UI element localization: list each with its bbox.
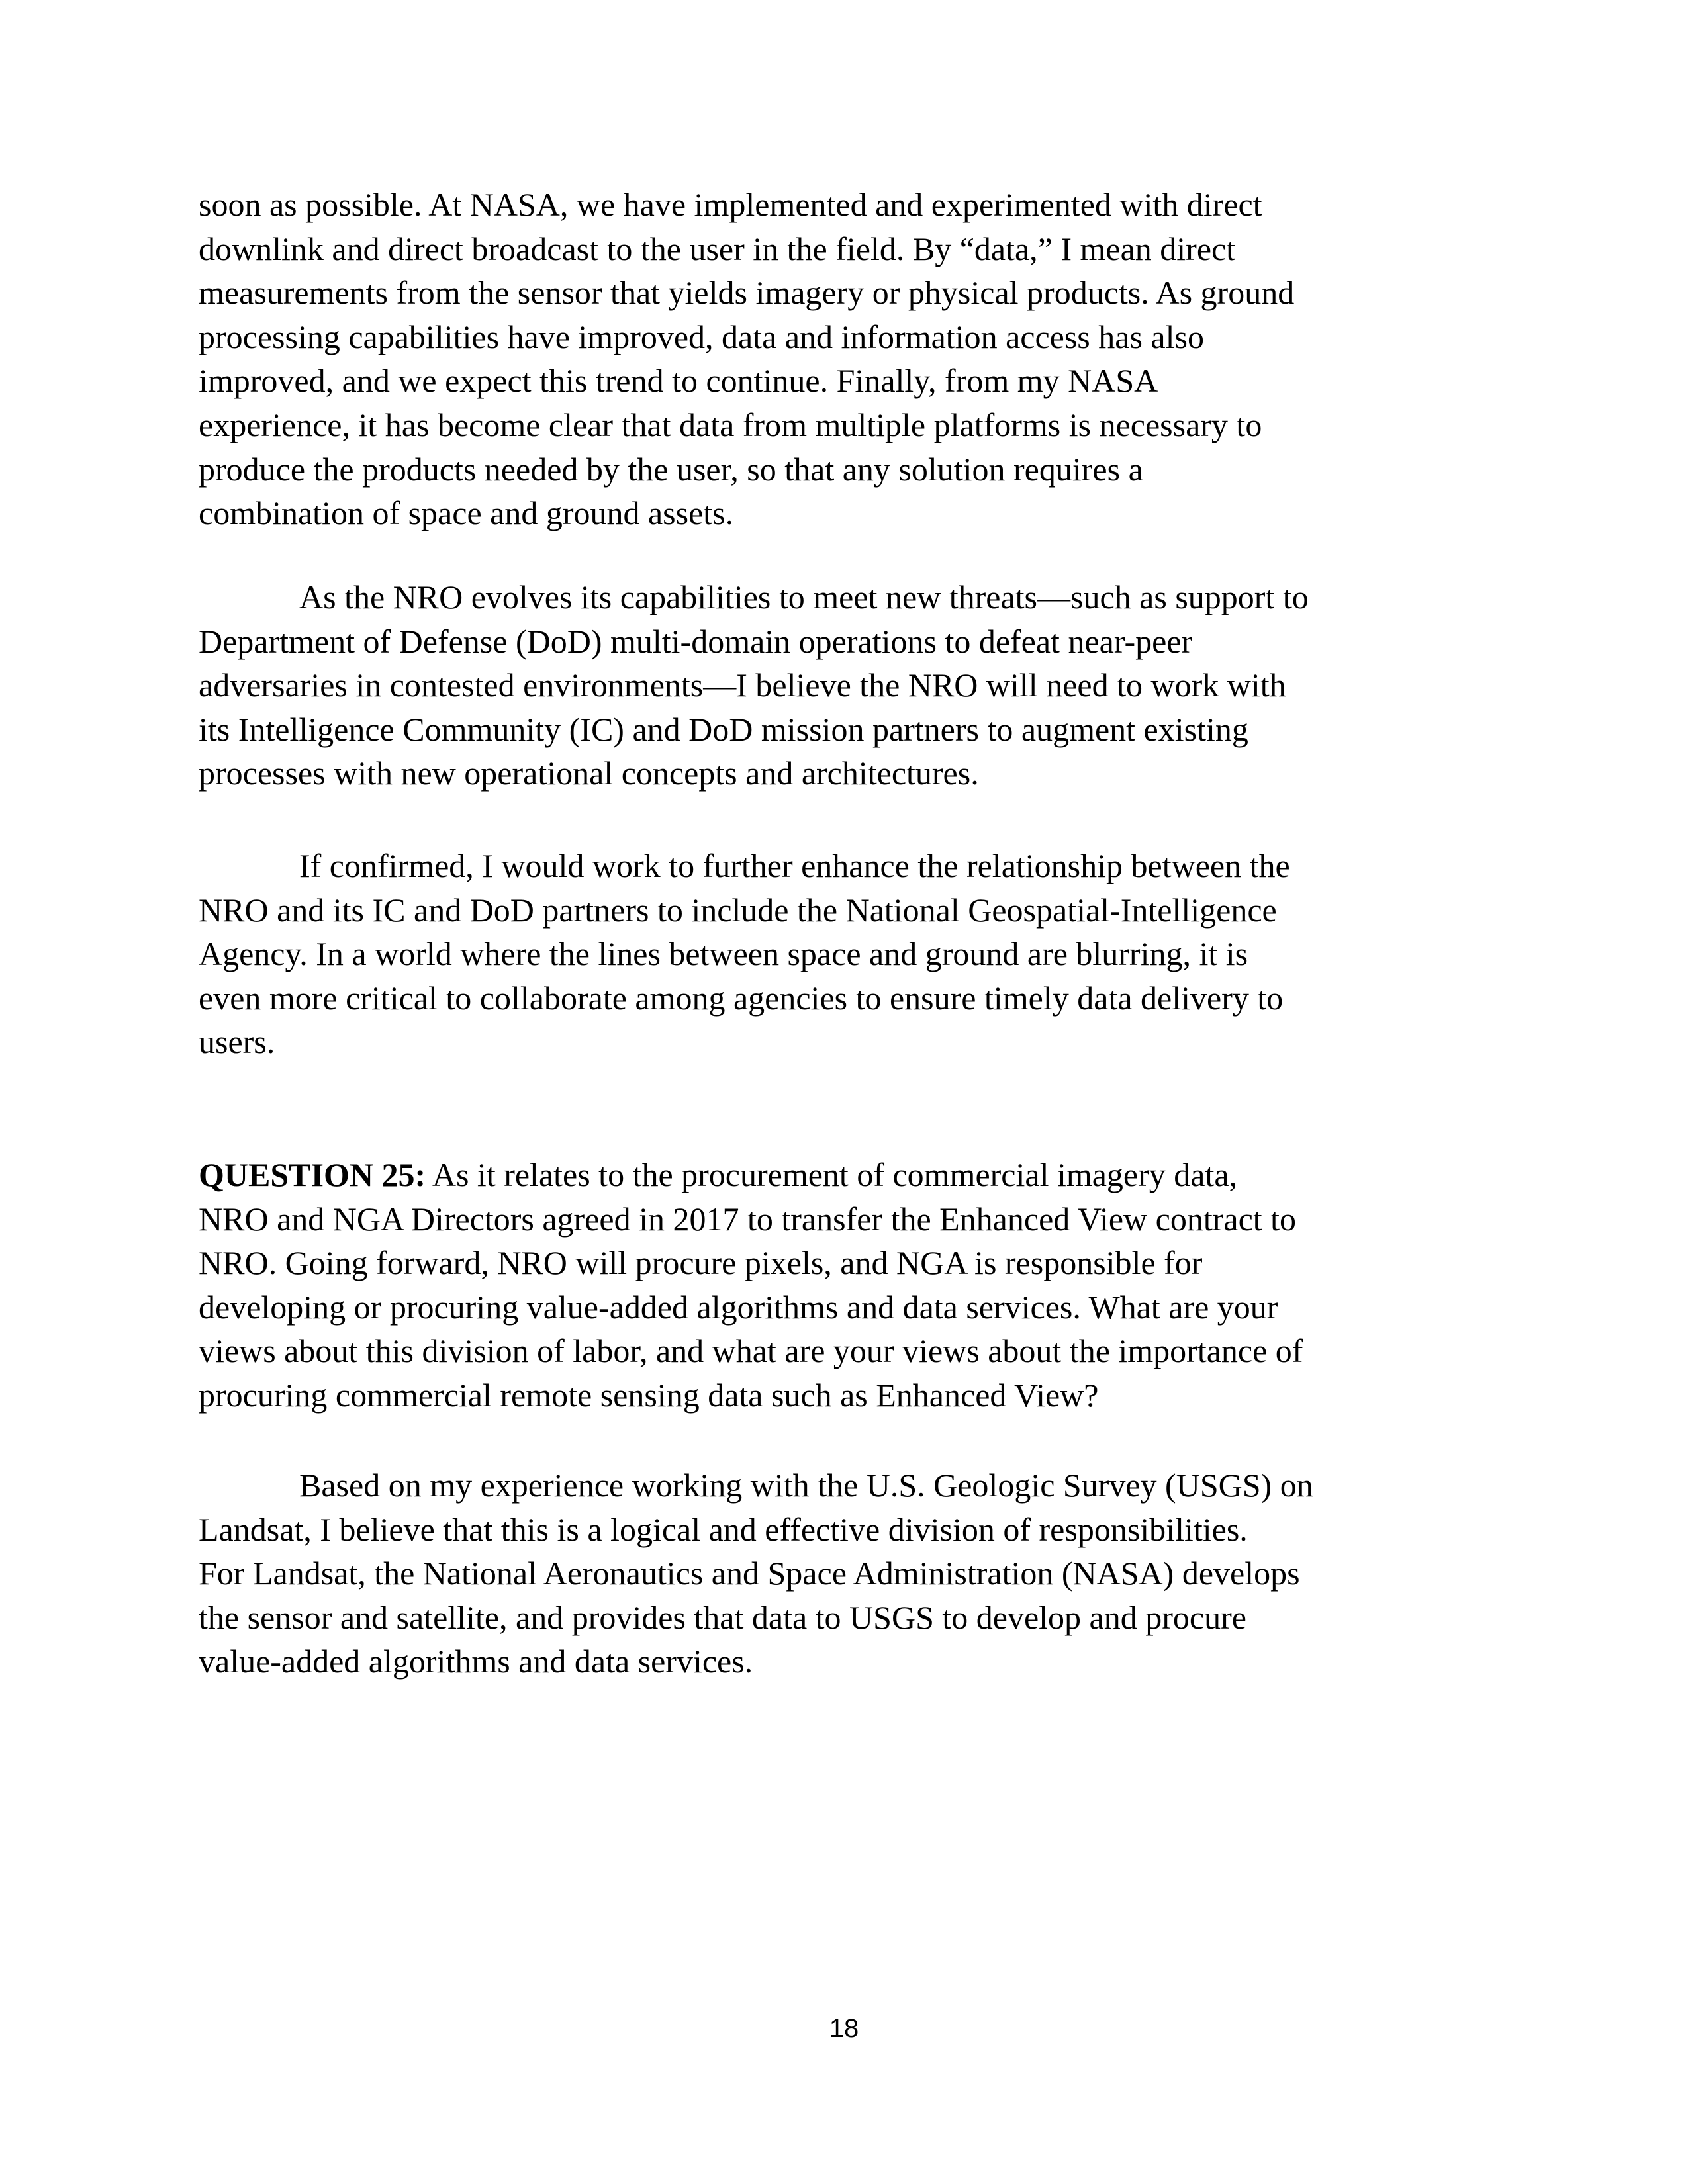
answer-25 xyxy=(199,1463,1496,1684)
text-line: the sensor and satellite, and provides that data to USGS to develop and procure xyxy=(199,1598,1246,1636)
text-line: value-added algorithms and data services. xyxy=(199,1643,753,1680)
paragraph-nro-evolves xyxy=(199,575,1496,796)
text-line: procuring commercial remote sensing data such as Enhanced View? xyxy=(199,1376,1099,1414)
text-line: If confirmed, I would work to further enhance the relationship between the xyxy=(299,847,1290,884)
text-line: NRO and NGA Directors agreed in 2017 to transfer the Enhanced View contract to xyxy=(199,1200,1297,1238)
text-line: downlink and direct broadcast to the user in the field. By “data,” I mean direct xyxy=(199,230,1236,267)
text-line: processes with new operational concepts and architectures. xyxy=(199,754,979,792)
text-line: measurements from the sensor that yields imagery or physical products. As ground xyxy=(199,274,1295,312)
text-line: NRO. Going forward, NRO will procure pixels, and NGA is responsible for xyxy=(199,1244,1203,1282)
text-line: As the NRO evolves its capabilities to meet new threats—such as support to xyxy=(299,578,1309,615)
question-text: As it relates to the procurement of commercial imagery data, xyxy=(426,1156,1238,1193)
text-line: adversaries in contested environments—I believe the NRO will need to work with xyxy=(199,666,1286,704)
text-line: combination of space and ground assets. xyxy=(199,494,734,532)
text-line: processing capabilities have improved, data and information access has also xyxy=(199,318,1204,355)
text-line: soon as possible. At NASA, we have implemented and experimented with direct xyxy=(199,186,1262,223)
question-25 xyxy=(199,1153,1496,1418)
text-line: produce the products needed by the user, so that any solution requires a xyxy=(199,450,1143,488)
question-label: QUESTION 25: xyxy=(199,1156,426,1193)
text-line: experience, it has become clear that data from multiple platforms is necessary to xyxy=(199,406,1262,443)
text-line: its Intelligence Community (IC) and DoD mission partners to augment existing xyxy=(199,710,1248,748)
text-line: For Landsat, the National Aeronautics and Space Administration (NASA) develops xyxy=(199,1555,1300,1592)
text-line: developing or procuring value-added algorithms and data services. What are your xyxy=(199,1288,1278,1326)
text-line: Agency. In a world where the lines between space and ground are blurring, it is xyxy=(199,935,1248,973)
text-line: views about this division of labor, and what are your views about the importance of xyxy=(199,1332,1303,1370)
text-line: Landsat, I believe that this is a logical and effective division of responsibilities. xyxy=(199,1510,1248,1548)
text-line: improved, and we expect this trend to continue. Finally, from my NASA xyxy=(199,362,1158,400)
text-line: users. xyxy=(199,1023,275,1061)
text-line: NRO and its IC and DoD partners to include the National Geospatial-Intelligence xyxy=(199,891,1277,929)
question-first-line xyxy=(199,1153,1496,1197)
page-number: 18 xyxy=(829,2014,859,2043)
text-line: Department of Defense (DoD) multi-domain operations to defeat near-peer xyxy=(199,622,1193,660)
text-line: Based on my experience working with the U.S. Geologic Survey (USGS) on xyxy=(299,1467,1313,1504)
paragraph-nasa-data-downlink xyxy=(199,183,1496,535)
text-line: even more critical to collaborate among agencies to ensure timely data delivery to xyxy=(199,979,1284,1017)
paragraph-if-confirmed xyxy=(199,844,1496,1064)
